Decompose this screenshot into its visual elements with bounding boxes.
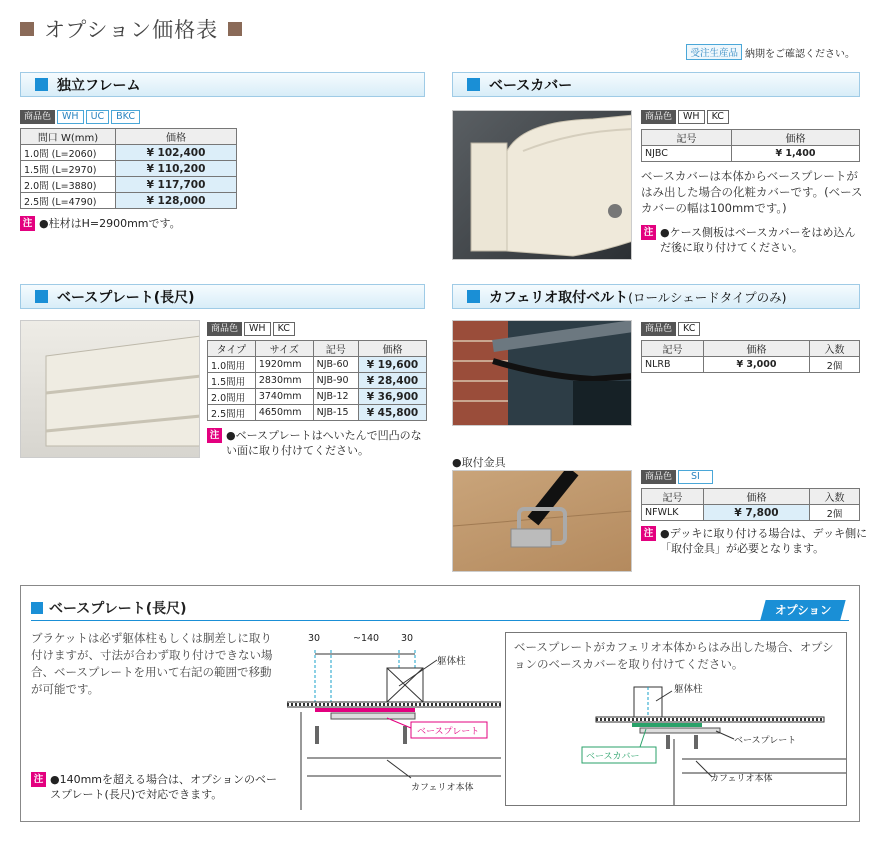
lower-description: ブラケットは必ず躯体柱もしくは胴差しに取り付けますが、寸法が合わず取り付けできない場合、ベースプレートを用いて右記の範囲で移動が可能です。 bbox=[31, 631, 273, 696]
bracket-price-table: 記号 価格 入数 NFWLK ¥ 7,800 2個 bbox=[641, 488, 860, 521]
cover-section-header: ベースカバー bbox=[452, 72, 860, 97]
table-row: 1.0間用 1920mm NJB-60 ¥ 19,600 bbox=[208, 357, 427, 373]
plate-diagram: 30 ~140 30 躯体柱 ベースプレート カフェリオ本体 bbox=[287, 630, 501, 810]
frame-price-table: 間口 W(mm) 価格 1.0間 (L=2060) ¥ 102,400 1.5間 (L=2970) ¥ 110,200 2.0間 (L=3880) ¥ 117,700 2.5間 (L=4790) ¥ 128,000 bbox=[20, 128, 237, 209]
cover-note: 注 ●ケース側板はベースカバーをはめ込んだ後に取り付けてください。 bbox=[641, 225, 866, 255]
lower-note: 注 ●140mmを超える場合は、オプションのベースプレート(長尺)で対応できます。 bbox=[31, 772, 281, 802]
frame-section-header: 独立フレーム bbox=[20, 72, 425, 97]
plate-colors: 商品色 WH KC bbox=[207, 322, 295, 336]
base-plate-illustration bbox=[21, 321, 200, 458]
cover-description: ベースカバーは本体からベースプレートがはみ出した場合の化粧カバーです。(ベースカバーの幅は100mmです。) bbox=[641, 169, 863, 215]
table-row: NLRB ¥ 3,000 2個 bbox=[642, 357, 860, 373]
section-square-icon bbox=[31, 602, 43, 614]
base-plate-photo bbox=[20, 320, 200, 458]
section-square-icon bbox=[35, 290, 48, 303]
belt-price-table: 記号 価格 入数 NLRB ¥ 3,000 2個 bbox=[641, 340, 860, 373]
base-cover-photo bbox=[452, 110, 632, 260]
table-row: 1.5間用 2830mm NJB-90 ¥ 28,400 bbox=[208, 373, 427, 389]
table-row: NFWLK ¥ 7,800 2個 bbox=[642, 505, 860, 521]
title-square-icon bbox=[20, 22, 34, 36]
section-square-icon bbox=[35, 78, 48, 91]
table-row: NJBC ¥ 1,400 bbox=[642, 146, 860, 162]
frame-note: 注 ●柱材はH=2900mmです。 bbox=[20, 216, 260, 231]
belt-photo bbox=[452, 320, 632, 426]
bracket-illustration bbox=[453, 471, 632, 572]
made-to-order-badge: 受注生産品 bbox=[686, 44, 742, 60]
cover-colors: 商品色 WH KC bbox=[641, 110, 729, 124]
cover-diagram-description: ベースプレートがカフェリオ本体からはみ出した場合、オプションのベースカバーを取り付けてください。 bbox=[514, 640, 834, 671]
plate-price-table: タイプ サイズ 記号 価格 1.0間用 1920mm NJB-60 ¥ 19,600 1.5間用 2830mm NJB-90 ¥ 28,400 2.0間用 3740mm NJB-12 ¥ 36,900 2.5間用 4650mm NJB-15 ¥ 45,800 bbox=[207, 340, 427, 421]
table-row: 1.0間 (L=2060) ¥ 102,400 bbox=[21, 145, 237, 161]
bracket-photo bbox=[452, 470, 632, 572]
bracket-colors: 商品色 SI bbox=[641, 470, 713, 484]
plate-section-header: ベースプレート(長尺) bbox=[20, 284, 425, 309]
belt-illustration bbox=[453, 321, 632, 426]
section-square-icon bbox=[467, 290, 480, 303]
belt-section-header: カフェリオ取付ベルト (ロールシェードタイプのみ) bbox=[452, 284, 860, 309]
page-title: オプション価格表 bbox=[20, 14, 252, 44]
cover-price-table: 記号 価格 NJBC ¥ 1,400 bbox=[641, 129, 860, 162]
table-row: 2.5間 (L=4790) ¥ 128,000 bbox=[21, 193, 237, 209]
plate-note: 注 ●ベースプレートはへいたんで凹凸のない面に取り付けてください。 bbox=[207, 428, 429, 458]
table-row: 1.5間 (L=2970) ¥ 110,200 bbox=[21, 161, 237, 177]
title-square-icon bbox=[228, 22, 242, 36]
option-tab: オプション bbox=[760, 600, 846, 620]
table-row: 2.0間 (L=3880) ¥ 117,700 bbox=[21, 177, 237, 193]
bracket-title: ●取付金具 bbox=[452, 456, 506, 469]
section-square-icon bbox=[467, 78, 480, 91]
table-row: 2.5間用 4650mm NJB-15 ¥ 45,800 bbox=[208, 405, 427, 421]
title-divider bbox=[31, 620, 849, 621]
bracket-note: 注 ●デッキに取り付ける場合は、デッキ側に「取付金具」が必要となります。 bbox=[641, 526, 869, 556]
base-cover-illustration bbox=[453, 111, 632, 260]
lower-option-box bbox=[20, 585, 860, 822]
cover-diagram-box: ベースプレートがカフェリオ本体からはみ出した場合、オプションのベースカバーを取り付けてください。 躯体柱 ベースプレート ベースカバー カフェリオ本体 bbox=[505, 632, 847, 806]
frame-colors: 商品色 WH UC BKC bbox=[20, 110, 140, 124]
lower-title: ベースプレート(長尺) bbox=[31, 598, 187, 618]
table-row: 2.0間用 3740mm NJB-12 ¥ 36,900 bbox=[208, 389, 427, 405]
belt-colors: 商品色 KC bbox=[641, 322, 700, 336]
order-note: 受注生産品 納期をご確認ください。 bbox=[686, 44, 855, 60]
